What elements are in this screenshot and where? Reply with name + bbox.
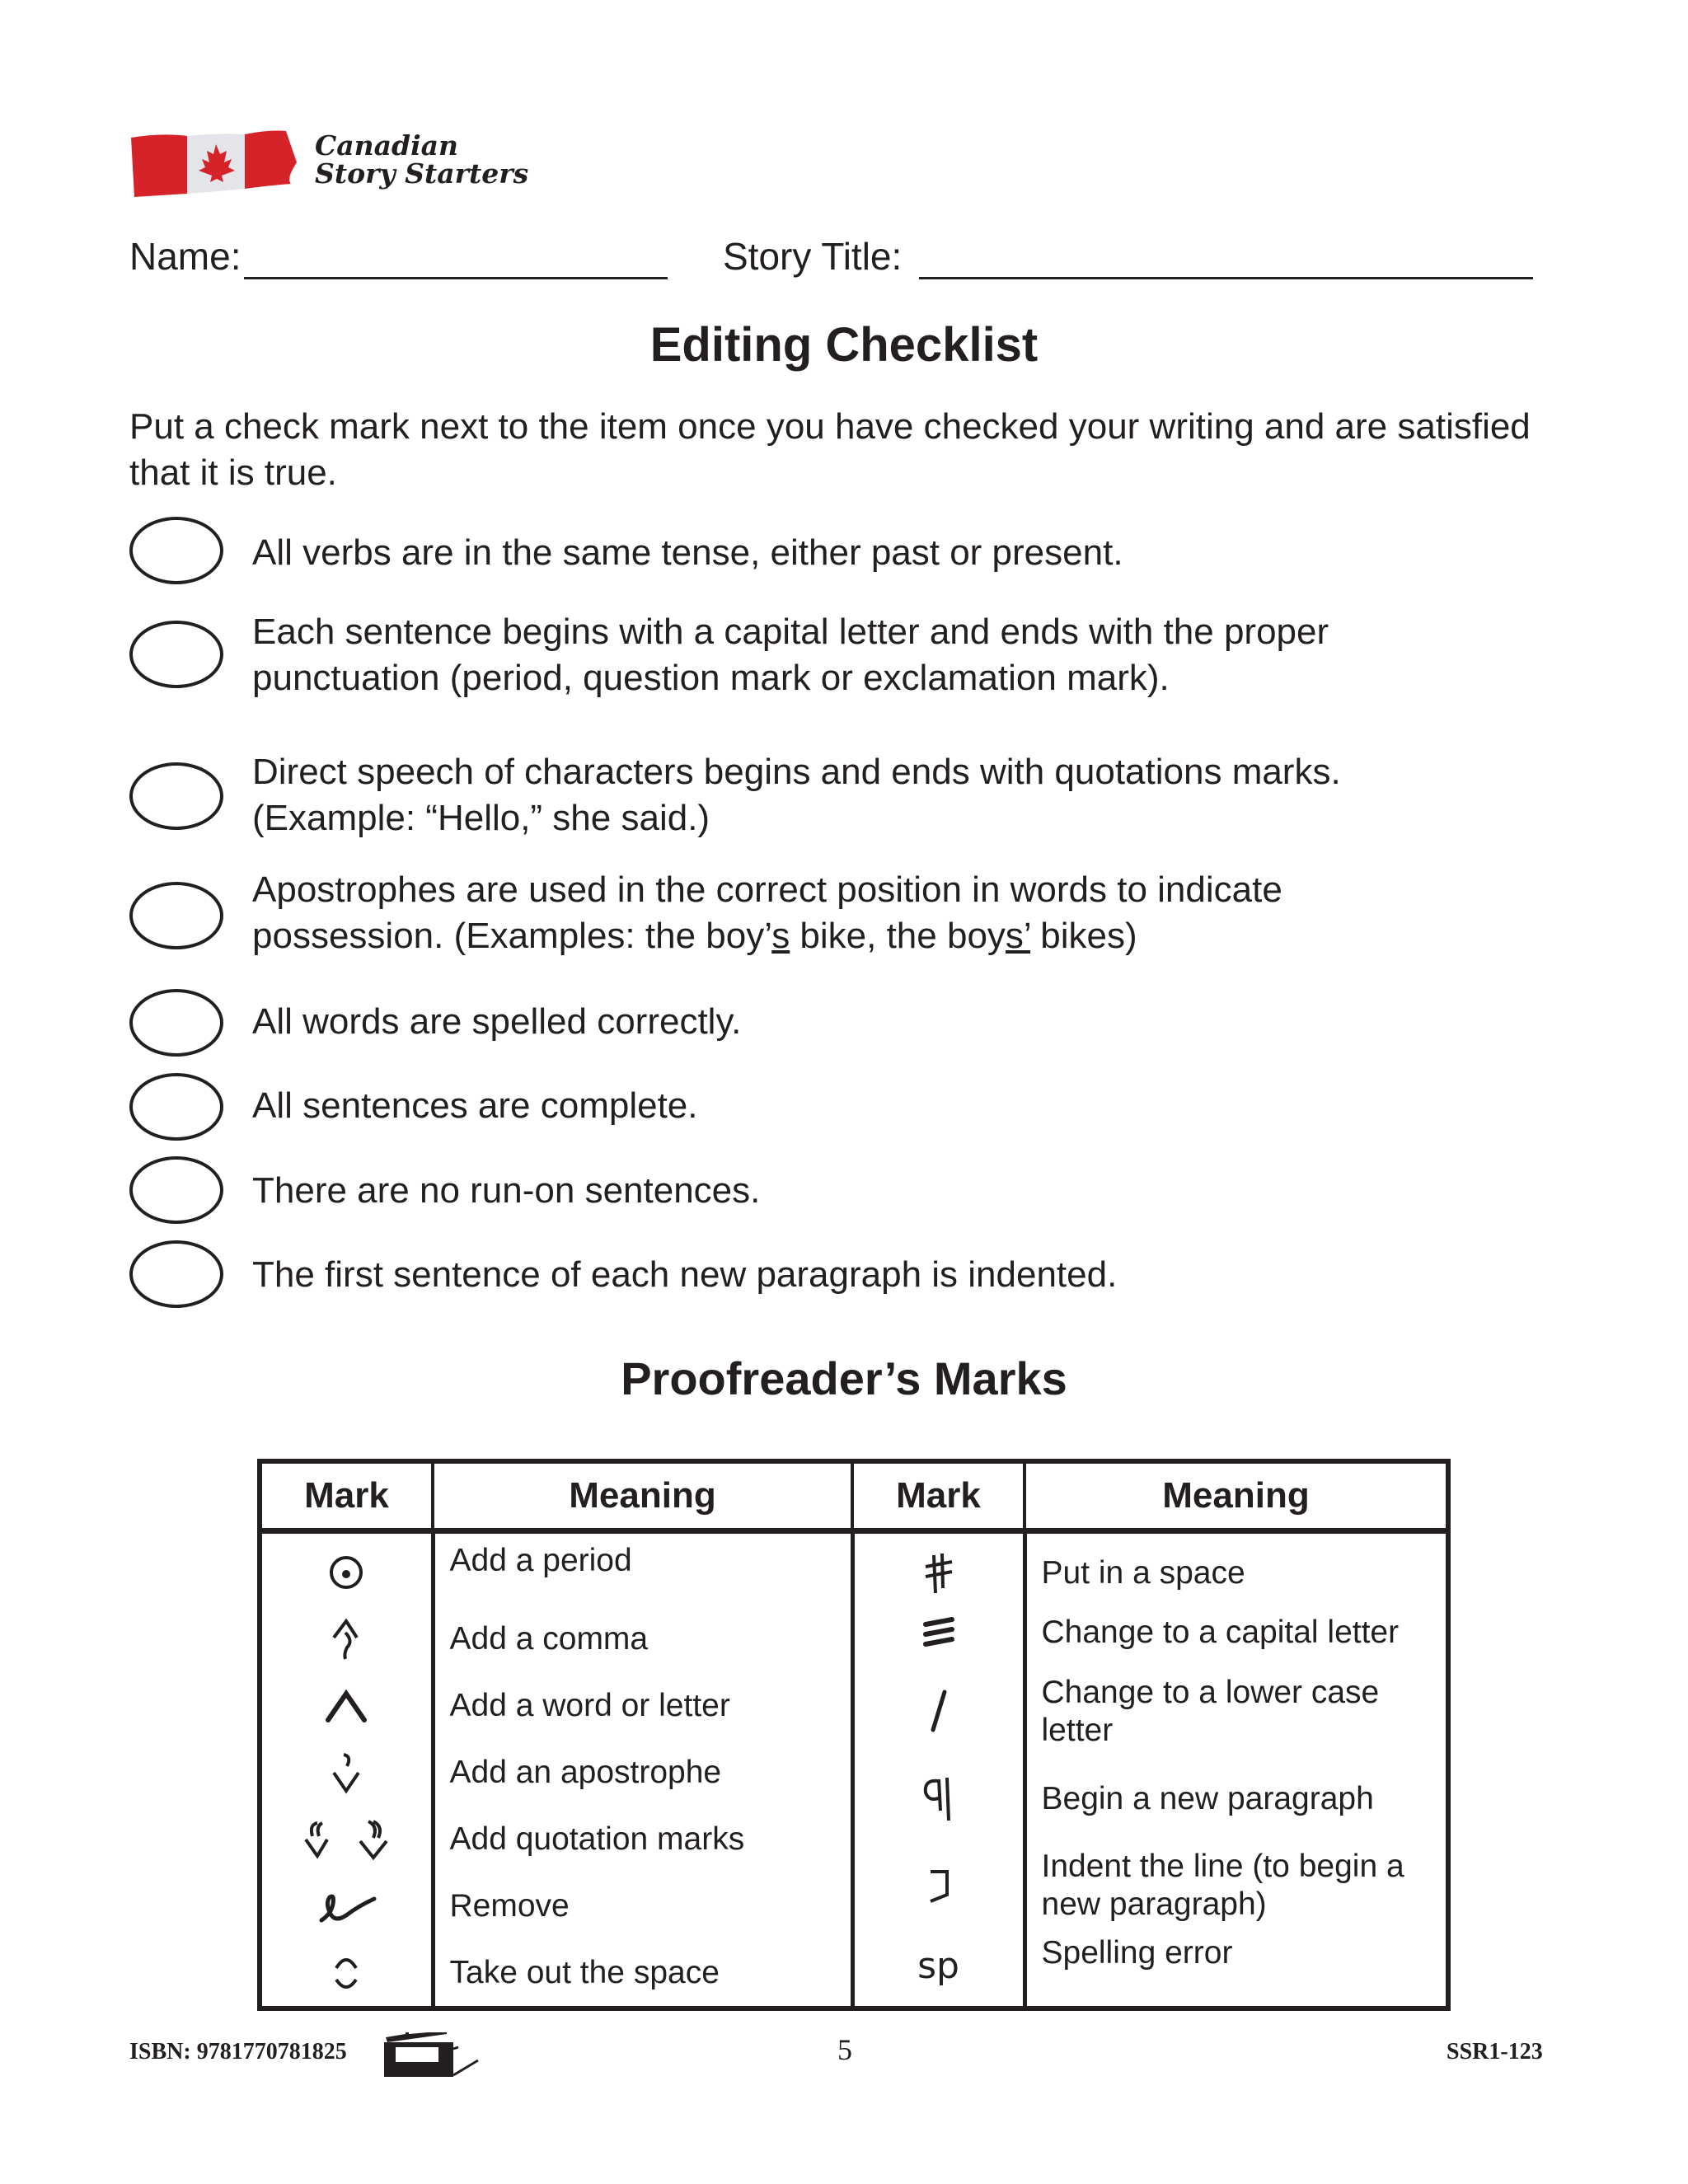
apostrophe-insert-icon: [262, 1739, 431, 1806]
caret-comma-icon: [262, 1605, 431, 1672]
checklist-item-text: There are no run-on sentences.: [252, 1170, 761, 1211]
meaning-cell: Add a comma: [449, 1620, 649, 1657]
meaning-cell: Change to a lower case letter: [1041, 1675, 1380, 1748]
checklist-item: [129, 1156, 1547, 1224]
close-up-icon: [262, 1939, 431, 2006]
pilcrow-icon: [855, 1761, 1023, 1837]
checkbox-oval[interactable]: [129, 1240, 223, 1308]
meaning-cell: Change to a capital letter: [1041, 1615, 1400, 1650]
brand-title: [315, 129, 529, 190]
checkbox-oval[interactable]: [129, 1156, 223, 1224]
name-field[interactable]: [244, 277, 668, 279]
brand-line-1: Canadian: [315, 129, 459, 162]
story-title-field[interactable]: [919, 277, 1533, 279]
meaning-cell: Put in a space: [1041, 1555, 1245, 1591]
checkbox-oval[interactable]: [129, 1073, 223, 1141]
header-meaning: Meaning: [433, 1461, 852, 1531]
indent-bracket-icon: [855, 1837, 1023, 1934]
checklist-item: [129, 1240, 1547, 1308]
meaning-cell: Take out the space: [449, 1954, 720, 1990]
checklist-item: [129, 612, 1547, 698]
checklist-item: [129, 752, 1547, 838]
sp-icon: [855, 1934, 1023, 1997]
meaning-cell: Indent the line (to begin a new paragraph): [1041, 1849, 1404, 1922]
meaning-cell: Add a word or letter: [449, 1687, 730, 1723]
caret-icon: [262, 1672, 431, 1739]
underlined-text: s’: [1005, 916, 1031, 956]
meaning-cell: Add quotation marks: [449, 1821, 745, 1857]
meaning-cell: Add a period: [449, 1543, 632, 1578]
checklist-instruction: Put a check mark next to the item once you have checked your writing and are satisfied that it is true.: [129, 406, 1531, 493]
hash-space-icon: [855, 1544, 1023, 1603]
product-code: SSR1-123: [1447, 2039, 1543, 2064]
triple-underline-icon: [855, 1603, 1023, 1662]
checkbox-oval[interactable]: [129, 989, 223, 1057]
header-mark: Mark: [852, 1461, 1025, 1531]
checkbox-oval[interactable]: [129, 762, 223, 830]
proofreaders-marks-title: Proofreader’s Marks: [621, 1352, 1067, 1404]
quotation-insert-icon: [262, 1806, 431, 1872]
proofreaders-marks-table: [257, 1459, 1451, 2011]
checklist-item-text: All words are spelled correctly.: [252, 1001, 742, 1042]
delete-loop-icon: [262, 1872, 431, 1939]
checklist-item: [129, 1073, 1547, 1141]
text-segment: bike, the boy: [790, 916, 1006, 956]
photocopier-icon: [381, 2032, 480, 2083]
isbn-text: ISBN: 9781770781825: [129, 2039, 347, 2064]
checklist-item-text: [252, 913, 1282, 959]
meaning-cell: Remove: [449, 1887, 570, 1924]
checkbox-oval[interactable]: [129, 882, 223, 949]
header-mark: Mark: [260, 1461, 433, 1531]
meaning-cell: Spelling error: [1041, 1935, 1233, 1971]
text-segment: possession. (Examples: the boy’: [252, 916, 772, 956]
checkbox-oval[interactable]: [129, 621, 223, 688]
checklist-item-text: Apostrophes are used in the correct position in words to indicate: [252, 869, 1282, 910]
checklist-item: [129, 989, 1547, 1057]
underlined-text: s: [771, 916, 790, 956]
checklist-item-text: Direct speech of characters begins and ends with quotations marks.: [252, 752, 1341, 792]
editing-checklist-title: Editing Checklist: [649, 318, 1039, 372]
checklist-item-text: All verbs are in the same tense, either past or present.: [252, 532, 1123, 573]
brand-line-2: Story Starters: [315, 157, 529, 190]
checkbox-oval[interactable]: [129, 517, 223, 584]
sp-mark-text: sp: [917, 1944, 959, 1987]
checklist-item: [129, 869, 1547, 956]
slash-icon: [855, 1662, 1023, 1761]
meaning-cell: Add an apostrophe: [449, 1754, 722, 1790]
checklist-item-text: All sentences are complete.: [252, 1085, 698, 1126]
checklist-item-text: Each sentence begins with a capital letter and ends with the proper: [252, 612, 1329, 652]
checklist-item-text: (Example: “Hello,” she said.): [252, 798, 710, 838]
circled-period-icon: [262, 1539, 431, 1605]
header-meaning: Meaning: [1025, 1461, 1448, 1531]
checklist-item-text: punctuation (period, question mark or exclamation mark).: [252, 658, 1170, 698]
page-number: 5: [837, 2033, 852, 2066]
story-title-label: Story Title:: [723, 235, 903, 278]
name-label: Name:: [129, 235, 241, 278]
meaning-cell: Begin a new paragraph: [1041, 1781, 1374, 1816]
canada-flag-logo: [129, 129, 298, 198]
text-segment: bikes): [1030, 916, 1137, 956]
checklist-item-text: The first sentence of each new paragraph is indented.: [252, 1254, 1118, 1295]
checklist-item: [129, 517, 1547, 584]
